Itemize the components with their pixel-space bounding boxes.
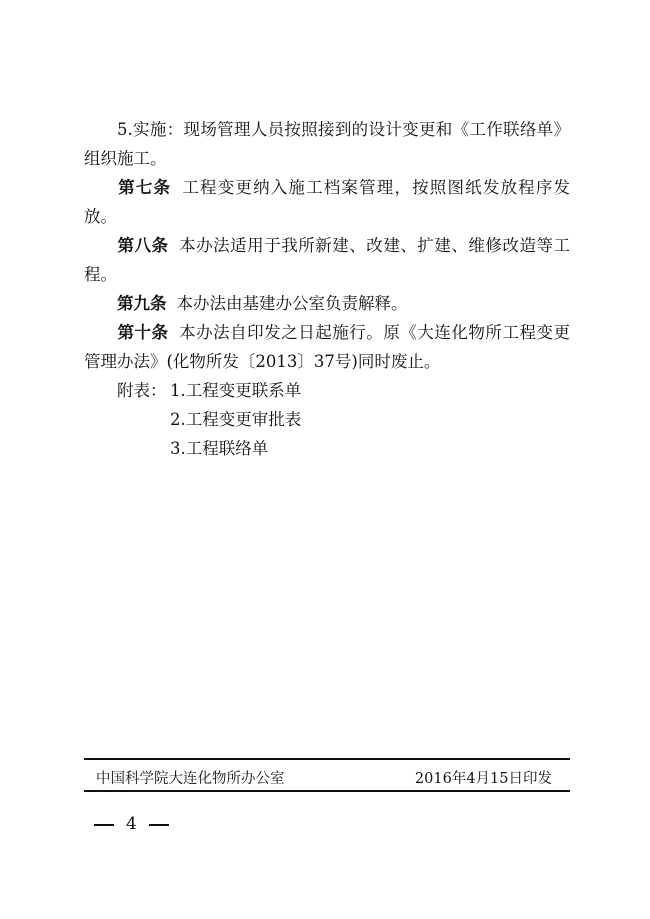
article-nine (84, 289, 570, 318)
issue-date: 2016年4月15日印发 (414, 771, 552, 787)
article-heading: 第九条 (117, 294, 167, 313)
attachment-item: 3.工程联络单 (170, 439, 269, 458)
paragraph-text: 5.实施：现场管理人员按照接到的设计变更和《工作联络单》组织施工。 (84, 120, 570, 168)
article-text: 工程变更纳入施工档案管理，按照图纸发放程序发放。 (84, 178, 571, 226)
article-ten (84, 318, 570, 376)
article-text: 本办法自印发之日起施行。原《大连化物所工程变更管理办法》(化物所发〔2013〕37号)同时废止。 (84, 323, 571, 371)
attachments-label: 附表： (117, 381, 167, 400)
article-heading: 第七条 (117, 178, 172, 197)
article-text: 本办法适用于我所新建、改建、扩建、维修改造等工程。 (84, 236, 571, 284)
article-eight (84, 231, 570, 289)
page-number: 4 (126, 814, 137, 834)
page-number-block (94, 814, 169, 834)
article-seven (84, 173, 570, 231)
article-heading: 第八条 (117, 236, 169, 255)
paragraph-implementation (84, 115, 570, 173)
footer-top-rule (84, 758, 570, 760)
attachment-item: 2.工程变更审批表 (170, 410, 302, 429)
attachment-item: 1.工程变更联系单 (170, 381, 302, 400)
dash-right (149, 824, 169, 826)
dash-left (94, 824, 114, 826)
article-text: 本办法由基建办公室负责解释。 (176, 294, 408, 313)
article-heading: 第十条 (117, 323, 169, 342)
footer-bottom-rule (84, 790, 570, 792)
issuer-name: 中国科学院大连化物所办公室 (96, 771, 285, 787)
